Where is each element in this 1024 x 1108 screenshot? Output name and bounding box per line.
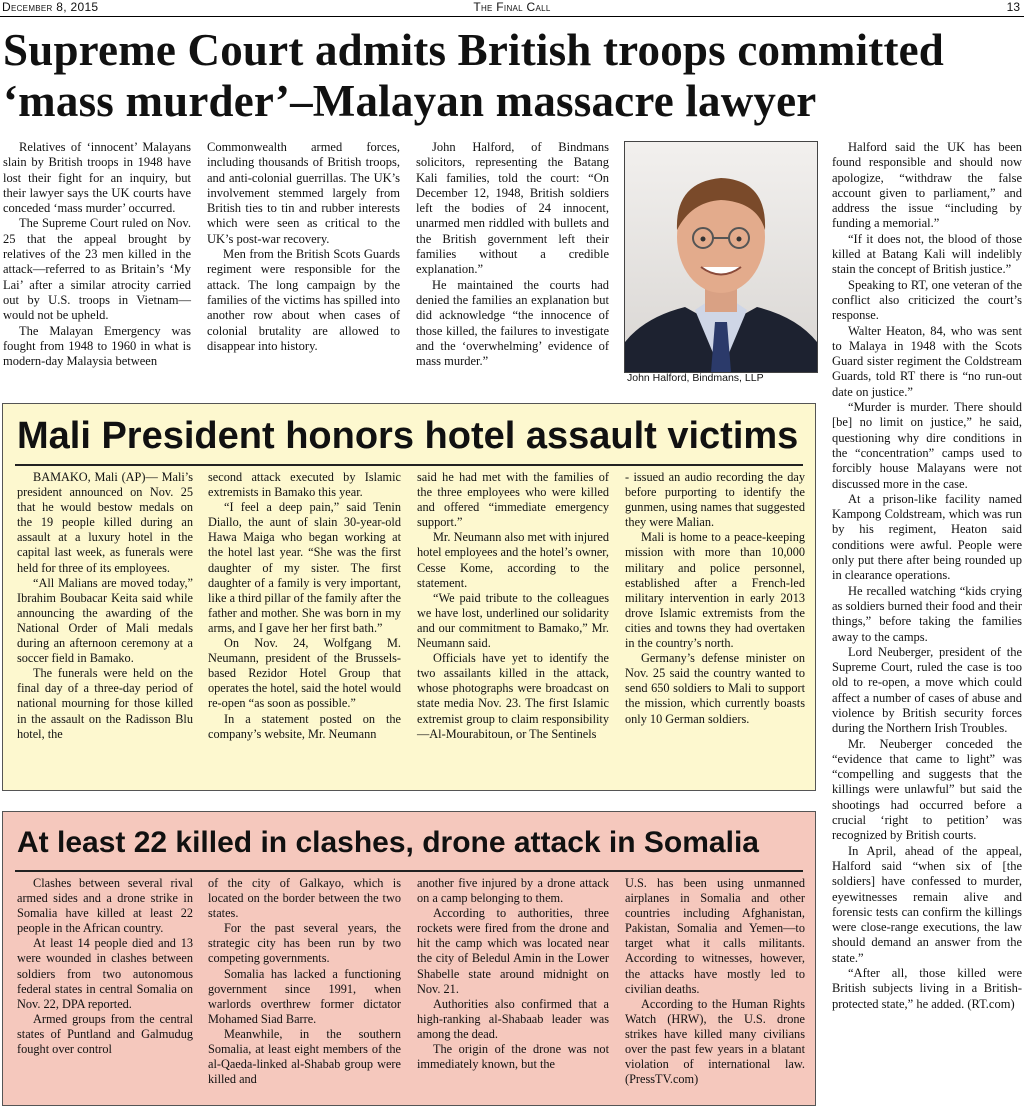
- paragraph: - issued an audio recording the day before purporting to identify the gunmen, using names that suggested they were Malian.: [625, 470, 805, 530]
- paragraph: second attack executed by Islamic extremists in Bamako this year.: [208, 470, 401, 500]
- paragraph: Commonwealth armed forces, including thousands of British troops, and anti-colonial guerrillas. The UK’s involvement stemmed largely from British ties to tin and rubber interests which were seen as critical to the UK’s post-war recovery.: [207, 140, 400, 246]
- paragraph: BAMAKO, Mali (AP)— Mali’s president announced on Nov. 25 that he would bestow medals on the 19 people killed during an assault at a luxury hotel in the capital last week, as funerals were held for three of its employees.: [17, 470, 193, 575]
- paragraph: Clashes between several rival armed sides and a drone strike in Somalia have killed at least 22 people in the African country.: [17, 876, 193, 936]
- somalia-col-4: [625, 876, 805, 1087]
- paragraph: Relatives of ‘innocent’ Malayans slain by British troops in 1948 have lost their fight for an inquiry, but their lawyer says the UK courts have conceded ‘mass murder’ occurred.: [3, 140, 191, 216]
- paragraph: The funerals were held on the final day of a three-day period of national mourning for those killed in the assault on the Radisson Blu hotel, the: [17, 666, 193, 741]
- main-col-2: [207, 140, 400, 354]
- paragraph: Mr. Neuberger conceded the “evidence that came to light” was “compelling and suggests that the killings were unlawful” but said the shootings had occurred before a crucial ‘right to petition’ was recognized by British courts.: [832, 736, 1022, 843]
- paragraph: Men from the British Scots Guards regiment were responsible for the attack. The long campaign by the families of the victims has spilled into another row about when cases of colonial brutality are allowed to disappear into history.: [207, 247, 400, 353]
- page-header: [0, 0, 1024, 17]
- photo-caption: John Halford, Bindmans, LLP: [627, 372, 764, 384]
- paragraph: At a prison-like facility named Kampong Coldstream, which was run by his regiment, Heaton said conditions were awful. People were only put there after being rounded up in clearance operations.: [832, 491, 1022, 583]
- paragraph: In April, ahead of the appeal, Halford said “when six of [the soldiers] have confessed to murder, eyewitnesses remain alive and forensic tests can confirm the killings were close-range executions, the law should demand an answer from the state.”: [832, 843, 1022, 965]
- somalia-col-3: [417, 876, 609, 1072]
- paragraph: According to authorities, three rockets were fired from the drone and hit the camp which was located near the city of Beledul Amin in the Lower Shabelle state around midnight on Nov. 21.: [417, 906, 609, 996]
- paragraph: He recalled watching “kids crying as soldiers burned their food and their things,” before taking the families away to the camps.: [832, 583, 1022, 644]
- paragraph: In a statement posted on the company’s website, Mr. Neumann: [208, 711, 401, 741]
- somalia-col-1: [17, 876, 193, 1057]
- page-number: 13: [1006, 0, 1020, 14]
- main-col-4: [832, 140, 1022, 1012]
- paragraph: “I feel a deep pain,” said Tenin Diallo, the aunt of slain 30-year-old Hawa Maiga who began working at the hotel last year. “She was the first daughter of my sister. The first daughter of a family is very important, like a third pillar of the family after the father and mother. She was born in my arms, and I gave her her first bath.”: [208, 500, 401, 635]
- paragraph: “All Malians are moved today,” Ibrahim Boubacar Keita said while announcing the awarding of the National Order of Mali medals during an afternoon ceremony at a soccer field in Bamako.: [17, 575, 193, 666]
- paragraph: “We paid tribute to the colleagues we have lost, underlined our solidarity and our commitment to Bamako,” Mr. Neumann said.: [417, 590, 609, 651]
- paragraph: Mr. Neumann also met with injured hotel employees and the hotel’s owner, Cesse Kome, according to the statement.: [417, 530, 609, 590]
- somalia-headline: At least 22 killed in clashes, drone attack in Somalia: [17, 826, 759, 859]
- somalia-story-box: [2, 811, 816, 1106]
- mali-story-box: [2, 403, 816, 791]
- paragraph: said he had met with the families of the three employees who were killed and offered “immediate emergency support.”: [417, 470, 609, 530]
- paragraph: Meanwhile, in the southern Somalia, at least eight members of the al-Qaeda-linked al-Shabab group were killed and: [208, 1026, 401, 1087]
- paragraph: The Supreme Court ruled on Nov. 25 that the appeal brought by relatives of the 23 men killed in the attack—referred to as Britain’s ‘My Lai’ after a similar atrocity carried out by U.S. troops in Vietnam—would not be upheld.: [3, 216, 191, 323]
- paragraph: Germany’s defense minister on Nov. 25 said the country wanted to send 650 soldiers to Mali to support the mission, which currently boasts only 10 German soldiers.: [625, 651, 805, 726]
- paragraph: Speaking to RT, one veteran of the conflict also criticized the court’s response.: [832, 277, 1022, 323]
- paragraph: Walter Heaton, 84, who was sent to Malaya in 1948 with the Scots Guard sister regiment the Coldstream Guards, told RT there is “no run-out date on justice.”: [832, 323, 1022, 399]
- paragraph: He maintained the courts had denied the families an explanation but did acknowledge “the innocence of those killed, the failures to investigate and the ‘overwhelming’ evidence of mass murder.”: [416, 277, 609, 369]
- mali-col-1: [17, 470, 193, 742]
- main-col-3: [416, 140, 609, 369]
- newspaper-name: The Final Call: [473, 0, 551, 14]
- paragraph: According to the Human Rights Watch (HRW), the U.S. drone strikes have killed many civilians over the past few years in a blatant violation of international law. (PressTV.com): [625, 996, 805, 1087]
- john-halford-photo: [624, 141, 818, 373]
- paragraph: Lord Neuberger, president of the Supreme Court, ruled the case is too old to re-open, a move which could affect a number of cases of abuse and violence by British security forces during the Northern Irish Troubles.: [832, 644, 1022, 736]
- mali-col-4: [625, 470, 805, 727]
- main-headline: Supreme Court admits British troops committed ‘mass murder’–Malayan massacre lawyer: [3, 25, 945, 126]
- paragraph: Somalia has lacked a functioning government since 1991, when warlords overthrew former dictator Mohamed Siad Barre.: [208, 966, 401, 1026]
- paragraph: Mali is home to a peace-keeping mission with more than 10,000 military and police personnel, established after a French-led military intervention in early 2013 drove Islamic extremists from the cities and towns they had overtaken in the country’s north.: [625, 530, 805, 651]
- paragraph: At least 14 people died and 13 were wounded in clashes between soldiers from two autonomous federal states in central Somalia on Nov. 22, DPA reported.: [17, 936, 193, 1011]
- paragraph: another five injured by a drone attack on a camp belonging to them.: [417, 876, 609, 906]
- headline-rule: [15, 870, 803, 872]
- paragraph: Officials have yet to identify the two assailants killed in the attack, whose photographs were broadcast on state media Nov. 23. The first Islamic extremist group to claim responsibility—Al-Mourabitoun, or The Sentinels: [417, 651, 609, 741]
- mali-headline: Mali President honors hotel assault victims: [17, 415, 799, 457]
- paragraph: John Halford, of Bindmans solicitors, representing the Batang Kali families, told the court: “On December 12, 1948, British soldiers left the bodies of 24 innocent, unarmed men riddled with bullets and the British government left their families without a credible explanation.”: [416, 140, 609, 277]
- mali-col-2: [208, 470, 401, 742]
- headline-rule: [15, 464, 803, 466]
- paragraph: For the past several years, the strategic city has been run by two competing governments.: [208, 921, 401, 966]
- somalia-col-2: [208, 876, 401, 1087]
- paragraph: “After all, those killed were British subjects living in a British-protected state,” he added. (RT.com): [832, 966, 1022, 1011]
- paragraph: of the city of Galkayo, which is located on the border between the two states.: [208, 876, 401, 921]
- mali-col-3: [417, 470, 609, 742]
- paragraph: “If it does not, the blood of those killed at Batang Kali will indelibly stain the concept of British justice.”: [832, 231, 1022, 277]
- paragraph: Armed groups from the central states of Puntland and Galmudug fought over control: [17, 1011, 193, 1057]
- portrait-illustration: [625, 142, 817, 372]
- paragraph: The Malayan Emergency was fought from 1948 to 1960 in what is modern-day Malaysia between: [3, 323, 191, 369]
- paragraph: Halford said the UK has been found responsible and should now apologize, “withdraw the false account given to parliament,” and address the issue “including by funding a memorial.”: [832, 140, 1022, 231]
- paragraph: “Murder is murder. There should [be] no limit on justice,” he said, questioning why dire conditions in the “concentration” camps used to forcibly house Malayans were not discussed more in the case.: [832, 400, 1022, 491]
- paragraph: U.S. has been using unmanned airplanes in Somalia and other countries including Afghanistan, Pakistan, Somalia and Yemen—to target what it calls militants. According to witnesses, however, the attacks have mostly led to civilian deaths.: [625, 876, 805, 996]
- paragraph: On Nov. 24, Wolfgang M. Neumann, president of the Brussels-based Rezidor Hotel Group that operates the hotel, said the hotel would re-open “as soon as possible.”: [208, 636, 401, 711]
- paragraph: The origin of the drone was not immediately known, but the: [417, 1042, 609, 1072]
- paragraph: Authorities also confirmed that a high-ranking al-Shabaab leader was among the dead.: [417, 996, 609, 1041]
- issue-date: December 8, 2015: [2, 0, 99, 14]
- main-col-1: [3, 140, 191, 369]
